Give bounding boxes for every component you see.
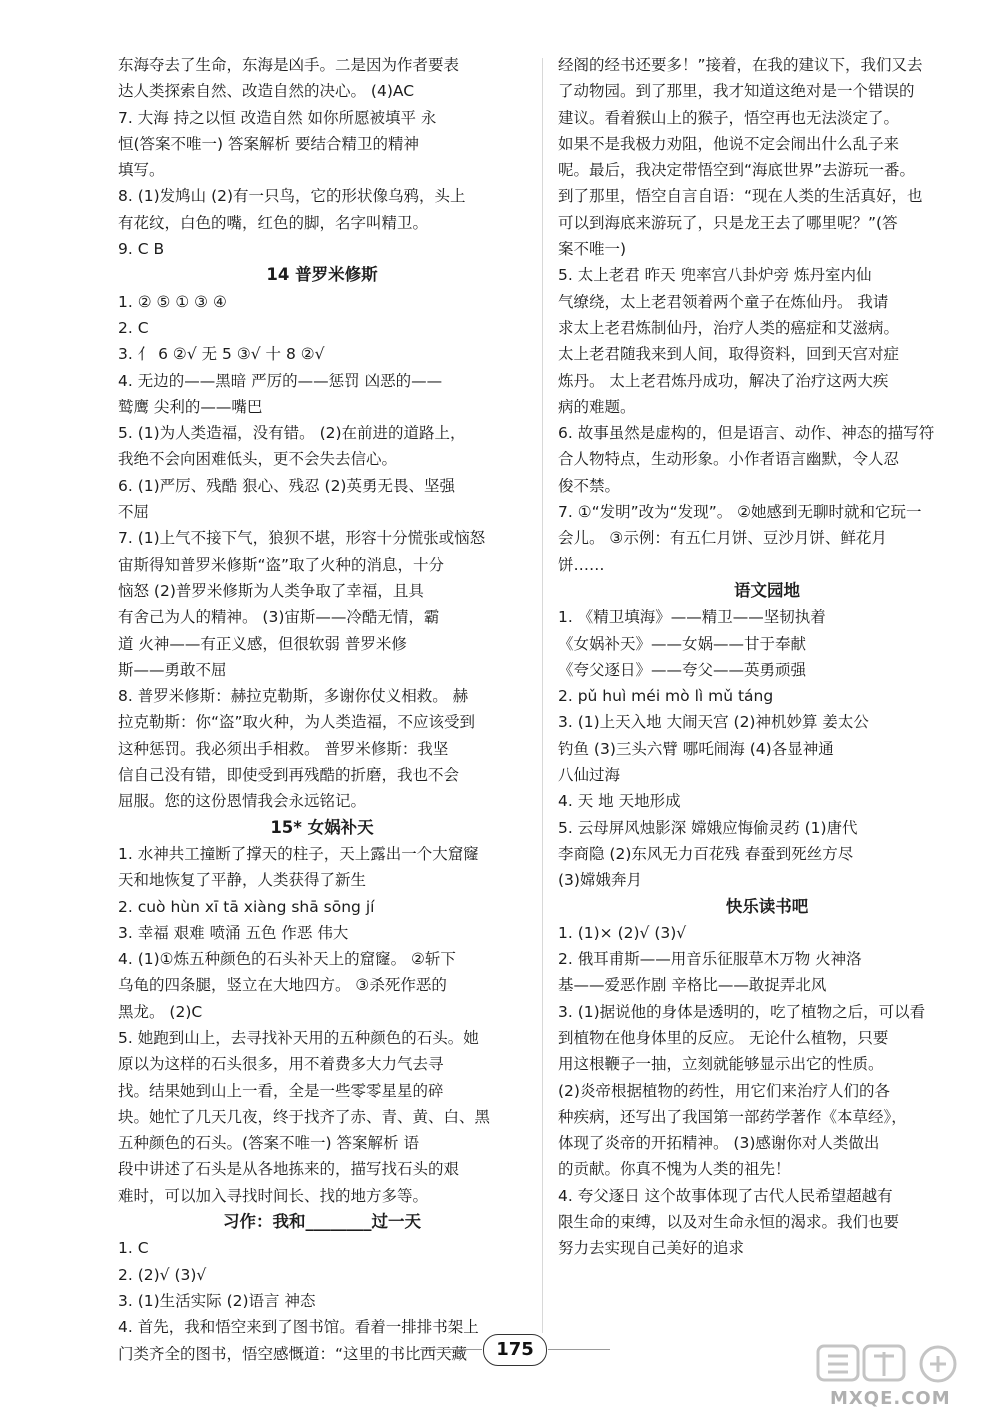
section-heading: 习作：我和________过一天 xyxy=(223,1212,421,1232)
answer-line: 的贡献。你真不愧为人类的祖先！ xyxy=(558,1160,791,1179)
answer-line: 6. 故事虽然是虚构的，但是语言、动作、神态的描写符 xyxy=(558,424,935,443)
answer-line: 门类齐全的图书，悟空感慨道：“这里的书比西天藏 xyxy=(118,1344,468,1363)
answer-line: 5. 云母屏风烛影深 嫦娥应悔偷灵药 (1)唐代 xyxy=(558,818,858,837)
answer-line: 不屈 xyxy=(118,503,150,522)
watermark-logo xyxy=(812,1342,1000,1414)
watermark-text: MXQE.COM xyxy=(830,1388,951,1409)
answer-line: 到植物在他身体里的反应。 无论什么植物，只要 xyxy=(558,1028,889,1047)
answer-line: 俊不禁。 xyxy=(558,476,621,495)
left-column xyxy=(118,52,526,1367)
answer-line: 这种惩罚。我必须出手相救。 普罗米修斯：我坚 xyxy=(118,739,449,758)
answer-line: 用这根鞭子一抽，立刻就能够显示出它的性质。 xyxy=(558,1055,884,1074)
section-heading: 15* 女娲补天 xyxy=(270,817,374,837)
answer-line: 2. 俄耳甫斯——用音乐征服草木万物 火神洛 xyxy=(558,950,862,969)
answer-line: 3. 幸福 艰难 喷涌 五色 作恶 伟大 xyxy=(118,923,349,942)
answer-line: 恼怒 (2)普罗米修斯为人类争取了幸福，且具 xyxy=(118,581,424,600)
answer-line: 3. (1)上天入地 大闹天宫 (2)神机妙算 姜太公 xyxy=(558,713,869,732)
answer-line: 屈服。您的这份恩情我会永远铭记。 xyxy=(118,792,367,811)
answer-line: 段中讲述了石头是从各地拣来的，描写找石头的艰 xyxy=(118,1160,460,1179)
answer-line: 种疾病，还写出了我国第一部药学著作《本草经》， xyxy=(558,1107,907,1126)
answer-line: 1. 《精卫填海》——精卫——坚韧执着 xyxy=(558,608,826,627)
right-column xyxy=(558,52,976,1262)
answer-line: 9. C B xyxy=(118,240,165,259)
answer-line: 《夸父逐日》——夸父——英勇顽强 xyxy=(558,660,807,679)
answer-line: 经阁的经书还要多！”接着，在我的建议下，我们又去 xyxy=(558,56,923,74)
answer-line: 2. C xyxy=(118,318,149,337)
answer-line: 1. (1)× (2)√ (3)√ xyxy=(558,923,687,942)
answer-line: 1. 水神共工撞断了撑天的柱子，天上露出一个大窟窿 xyxy=(118,844,479,863)
answer-line: (2)炎帝根据植物的药性，用它们来治疗人们的各 xyxy=(558,1081,890,1100)
answer-line: 恒(答案不唯一) 答案解析 要结合精卫的精神 xyxy=(118,134,419,153)
answer-line: 建议。看着猴山上的猴子，悟空再也无法淡定了。 xyxy=(558,108,900,127)
answer-line: 如果不是我极力劝阻，他说不定会闹出什么乱子来 xyxy=(558,134,900,153)
answer-line: 有舍己为人的精神。 (3)宙斯——冷酷无情，霸 xyxy=(118,608,440,627)
answer-line: 黑龙。 (2)C xyxy=(118,1002,203,1021)
answer-line: 了动物园。到了那里，我才知道这绝对是一个错误的 xyxy=(558,82,915,101)
answer-line: 7. 大海 持之以恒 改造自然 如你所愿被填平 永 xyxy=(118,108,437,127)
answer-line: 努力去实现自己美好的追求 xyxy=(558,1239,745,1258)
answer-line: 东海夺去了生命，东海是凶手。二是因为作者要表 xyxy=(118,56,460,74)
answer-line: 2. cuò hùn xī tā xiàng shā sōng jí xyxy=(118,897,375,916)
answer-line: 太上老君随我来到人间，取得资料，回到天宫对症 xyxy=(558,345,900,364)
answer-line: 呢。最后，我决定带悟空到“海底世界”去游玩一番。 xyxy=(558,161,916,180)
answer-line: 我绝不会向困难低头，更不会失去信心。 xyxy=(118,450,398,469)
answer-line: 7. ①“发明”改为“发现”。 ②她感到无聊时就和它玩一 xyxy=(558,503,922,522)
answer-line: 5. (1)为人类造福，没有错。 (2)在前进的道路上， xyxy=(118,424,466,443)
answer-line: 病的难题。 xyxy=(558,397,636,416)
answer-line: 8. 普罗米修斯：赫拉克勒斯，多谢你仗义相救。 赫 xyxy=(118,687,469,706)
answer-line: 3. 亻 6 ②√ 无 5 ③√ 十 8 ②√ xyxy=(118,345,325,364)
answer-line: 有花纹，白色的嘴，红色的脚，名字叫精卫。 xyxy=(118,213,429,232)
answer-line: 天和地恢复了平静，人类获得了新生 xyxy=(118,871,367,890)
answer-line: 合人物特点，生动形象。小作者语言幽默，令人忍 xyxy=(558,450,900,469)
answer-line: 7. (1)上气不接下气，狼狈不堪，形容十分慌张或恼怒 xyxy=(118,529,486,548)
answer-line: 块。她忙了几天几夜，终于找齐了赤、青、黄、白、黑 xyxy=(118,1107,491,1126)
footer-rule-right xyxy=(548,1349,610,1350)
answer-line: 4. 天 地 天地形成 xyxy=(558,792,681,811)
answer-line: 8. (1)发鸠山 (2)有一只鸟，它的形状像乌鸦，头上 xyxy=(118,187,466,206)
answer-line: 难时，可以加入寻找时间长、找的地方多等。 xyxy=(118,1186,429,1205)
answer-line: 1. C xyxy=(118,1239,149,1258)
answer-line: 饼…… xyxy=(558,555,605,574)
answer-line: 4. (1)①炼五种颜色的石头补天上的窟窿。 ②斩下 xyxy=(118,950,456,969)
answer-line: 2. (2)√ (3)√ xyxy=(118,1265,207,1284)
answer-line: 达人类探索自然、改造自然的决心。 (4)AC xyxy=(118,82,415,101)
section-heading: 14 普罗米修斯 xyxy=(266,265,378,285)
answer-line: 李商隐 (2)东风无力百花残 春蚕到死丝方尽 xyxy=(558,844,854,863)
answer-line: 拉克勒斯：你“盗”取火种，为人类造福，不应该受到 xyxy=(118,713,476,732)
answer-line: 5. 太上老君 昨天 兜率宫八卦炉旁 炼丹室内仙 xyxy=(558,266,872,285)
answer-line: 五种颜色的石头。(答案不唯一) 答案解析 语 xyxy=(118,1134,419,1153)
answer-line: 限生命的束缚，以及对生命永恒的渴求。我们也要 xyxy=(558,1213,900,1232)
page-number: 175 xyxy=(483,1334,547,1366)
answer-line: 炼丹。 太上老君炼丹成功，解决了治疗这两大疾 xyxy=(558,371,889,390)
answer-line: 4. 无边的——黑暗 严厉的——惩罚 凶恶的—— xyxy=(118,371,443,390)
answer-line: 气缭绕，太上老君领着两个童子在炼仙丹。 我请 xyxy=(558,292,889,311)
answer-line: 案不唯一) xyxy=(558,240,627,259)
answer-line: 钓鱼 (3)三头六臂 哪吒闹海 (4)各显神通 xyxy=(558,739,834,758)
answer-line: 6. (1)严厉、残酷 狠心、残忍 (2)英勇无畏、坚强 xyxy=(118,476,455,495)
answer-line: 找。结果她到山上一看，全是一些零零星星的碎 xyxy=(118,1081,444,1100)
answer-line: 体现了炎帝的开拓精神。 (3)感谢你对人类做出 xyxy=(558,1134,880,1153)
answer-line: 鹫鹰 尖利的——嘴巴 xyxy=(118,397,263,416)
section-heading: 语文园地 xyxy=(734,580,800,600)
answer-line: 3. (1)生活实际 (2)语言 神态 xyxy=(118,1291,316,1310)
answer-line: 2. pǔ huì méi mò lì mǔ táng xyxy=(558,687,774,706)
answer-line: 到了那里，悟空自言自语：“现在人类的生活真好，也 xyxy=(558,187,923,206)
answer-line: 道 火神——有正义感，但很软弱 普罗米修 xyxy=(118,634,407,653)
answer-line: (3)嫦娥奔月 xyxy=(558,871,642,890)
answer-line: 5. 她跑到山上，去寻找补天用的五种颜色的石头。她 xyxy=(118,1028,479,1047)
answer-line: 求太上老君炼制仙丹，治疗人类的癌症和艾滋病。 xyxy=(558,318,900,337)
answer-line: 宙斯得知普罗米修斯“盗”取了火种的消息，十分 xyxy=(118,555,445,574)
answer-line: 乌龟的四条腿，竖立在大地四方。 ③杀死作恶的 xyxy=(118,976,447,995)
column-divider xyxy=(542,58,543,1333)
section-heading: 快乐读书吧 xyxy=(725,896,809,916)
answer-line: 填写。 xyxy=(118,161,165,180)
answer-line: 基——爱恶作剧 辛格比——敢捉弄北风 xyxy=(558,976,827,995)
answer-line: 4. 夸父逐日 这个故事体现了古代人民希望超越有 xyxy=(558,1186,893,1205)
answer-line: 原以为这样的石头很多，用不着费多大力气去寻 xyxy=(118,1055,444,1074)
answer-line: 1. ② ⑤ ① ③ ④ xyxy=(118,292,227,311)
answer-line: 3. (1)据说他的身体是透明的，吃了植物之后，可以看 xyxy=(558,1002,926,1021)
answer-line: 会儿。 ③示例：有五仁月饼、豆沙月饼、鲜花月 xyxy=(558,529,887,548)
answer-line: 八仙过海 xyxy=(558,766,621,785)
answer-line: 信自己没有错，即使受到再残酷的折磨，我也不会 xyxy=(118,766,460,785)
answer-line: 可以到海底来游玩了，只是龙王去了哪里呢？”(答 xyxy=(558,213,898,232)
answer-line: 4. 首先，我和悟空来到了图书馆。看着一排排书架上 xyxy=(118,1318,479,1337)
answer-line: 《女娲补天》——女娲——甘于奉献 xyxy=(558,634,807,653)
footer-rule-left xyxy=(420,1349,482,1350)
answer-line: 斯——勇敢不屈 xyxy=(118,660,227,679)
